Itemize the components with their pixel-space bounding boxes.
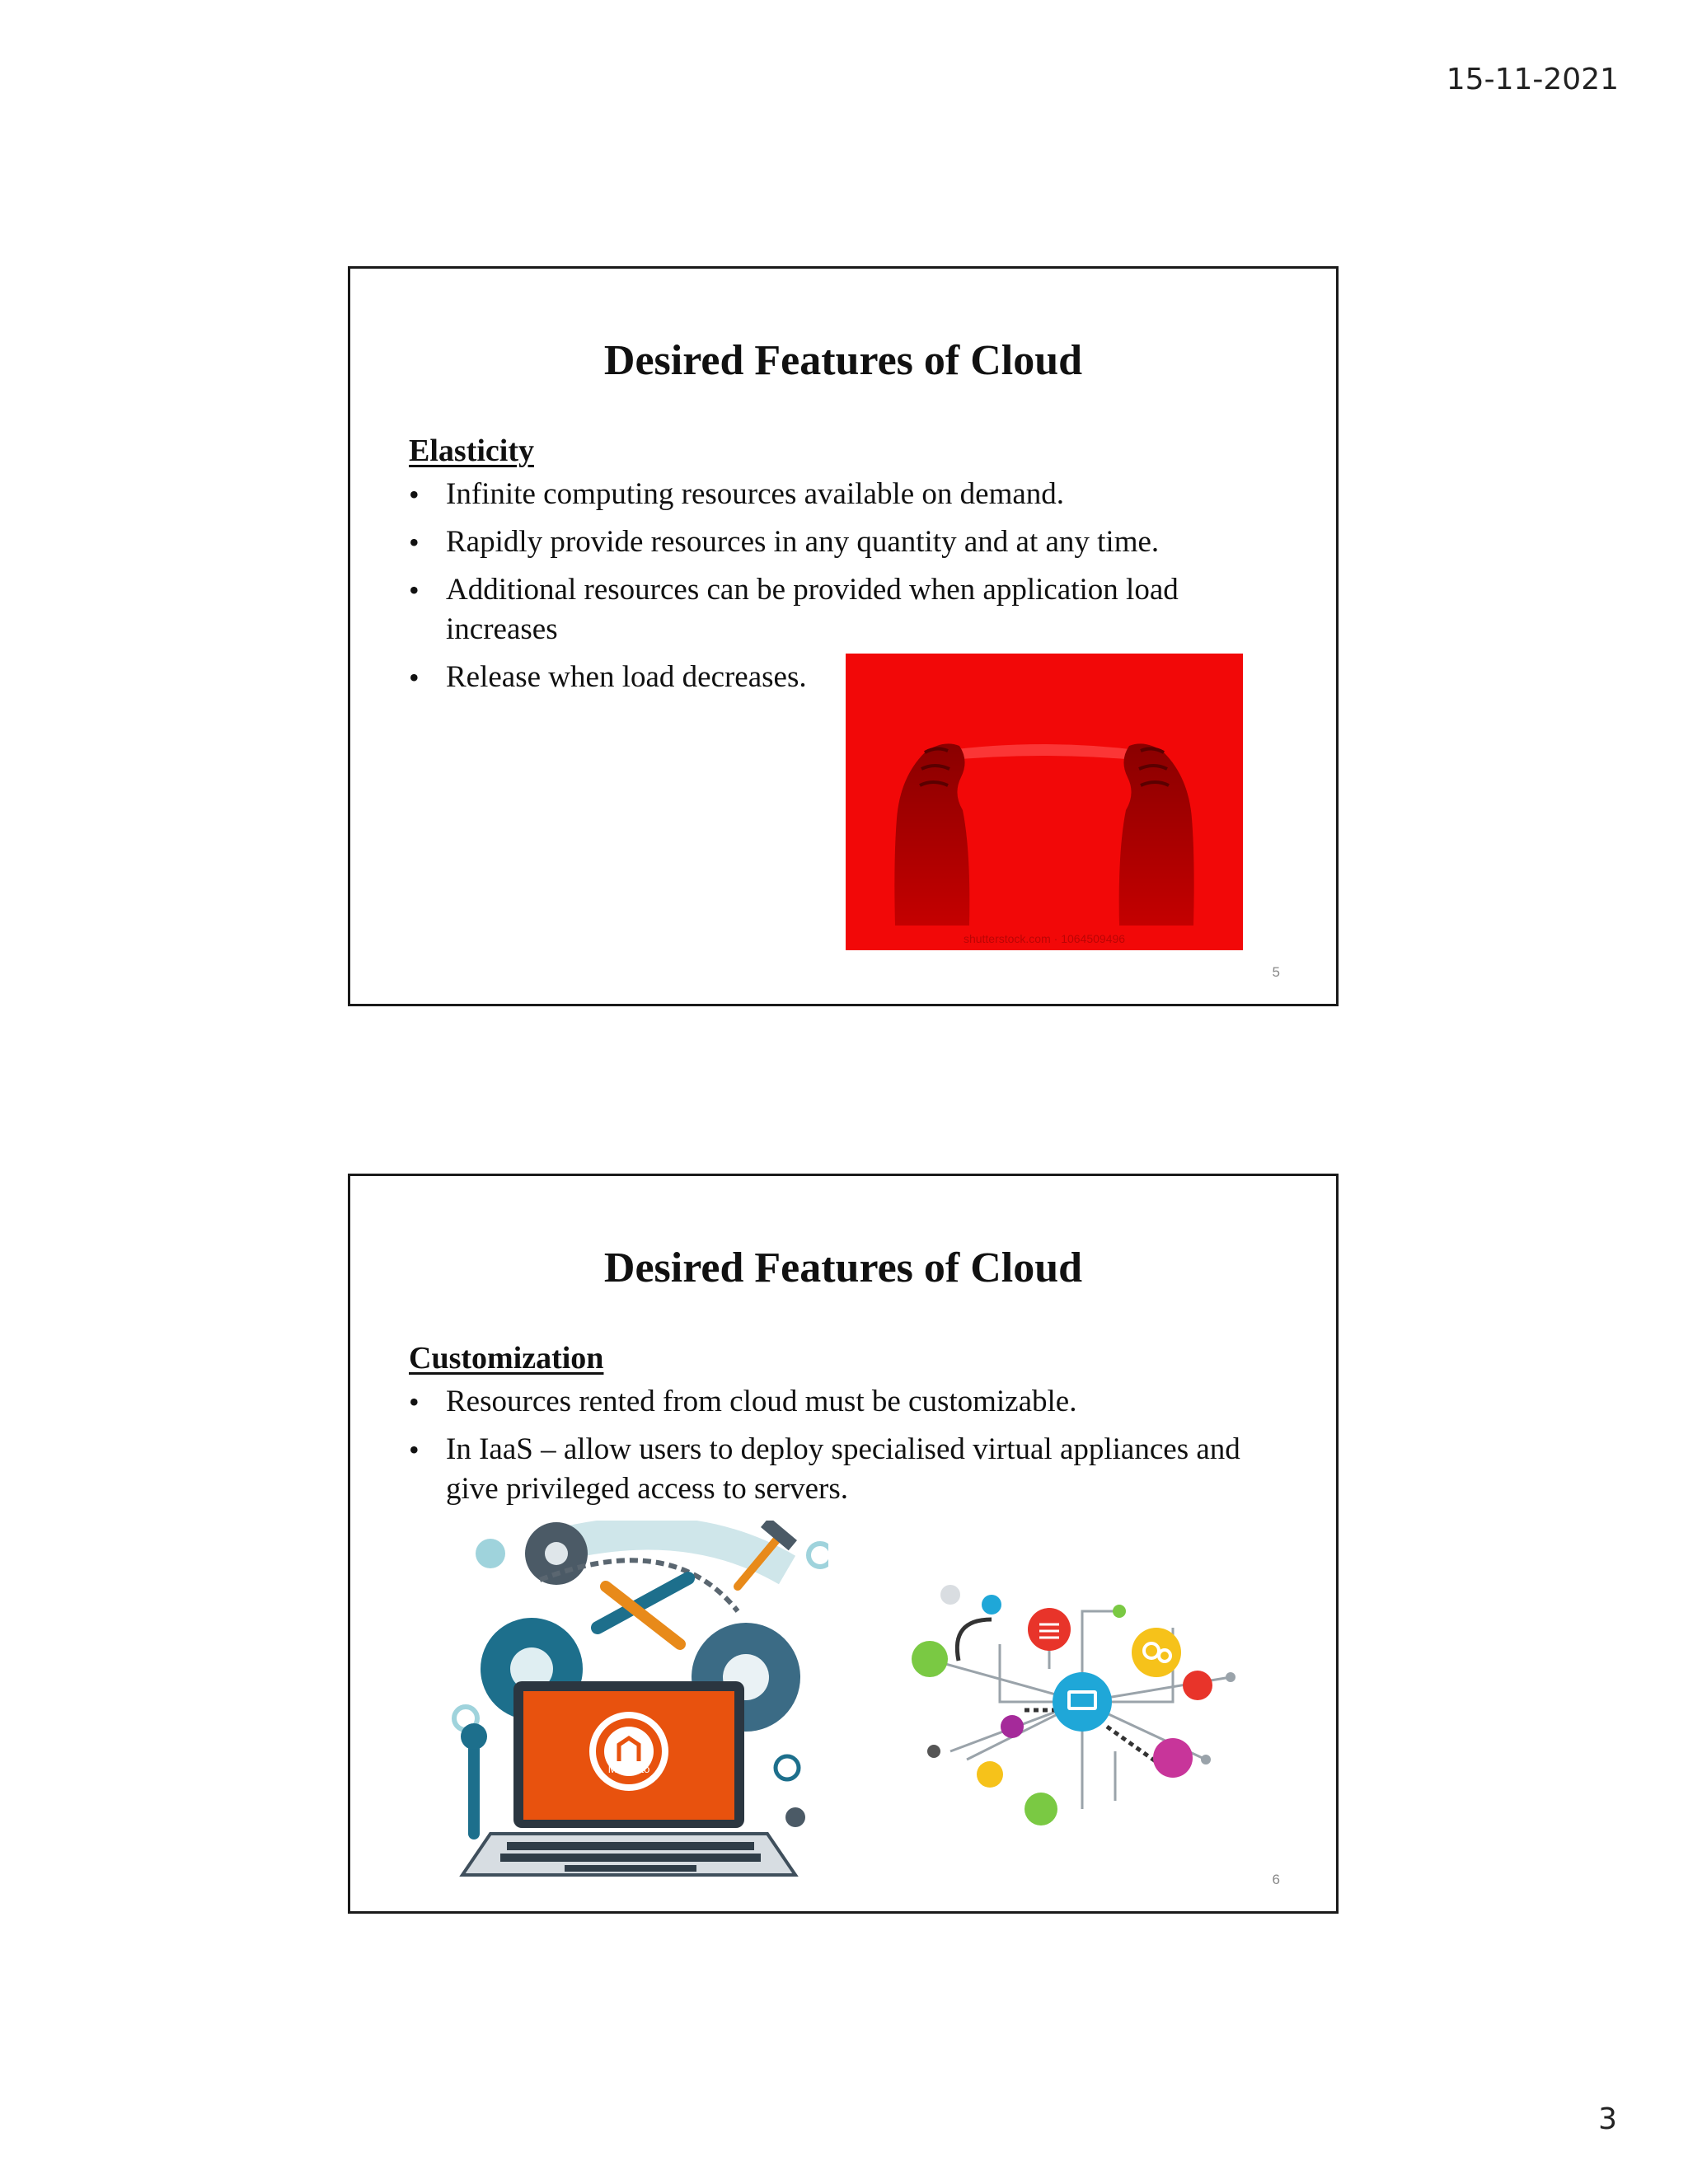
bullet-list [409, 1382, 1291, 1517]
slide-number: 5 [1272, 964, 1280, 980]
slide-title: Desired Features of Cloud [603, 337, 1083, 384]
network-icons-illustration [901, 1562, 1264, 1850]
slide-title: Desired Features of Cloud [603, 1244, 1083, 1291]
bullet-item: • In IaaS – allow users to deploy specialised virtual appliances and give privileged access to servers. [409, 1430, 1295, 1509]
bullet-item: • Release when load decreases. [409, 658, 1291, 697]
section-heading-customization: Customization [409, 1341, 604, 1376]
bullet-item: • Additional resources can be provided when application load increases [409, 570, 1212, 649]
magento-badge-label: Magento [607, 1763, 650, 1775]
slide-customization [348, 1174, 1339, 1914]
page-date: 15-11-2021 [1446, 63, 1619, 96]
slide-number: 6 [1272, 1872, 1280, 1887]
slide-elasticity [348, 266, 1339, 1006]
bullet-item: • Infinite computing resources available on demand. [409, 475, 1291, 514]
image-watermark: shutterstock.com · 1064509496 [963, 932, 1126, 945]
bullet-item: • Resources rented from cloud must be customizable. [409, 1382, 1291, 1422]
stretching-hands-illustration [846, 654, 1243, 950]
page-number: 3 [1598, 2102, 1617, 2136]
section-heading-elasticity: Elasticity [409, 434, 534, 468]
stretching-hands-image [846, 654, 1243, 950]
bullet-item: • Rapidly provide resources in any quantity and at any time. [409, 523, 1291, 562]
laptop-gears-illustration [441, 1521, 828, 1891]
